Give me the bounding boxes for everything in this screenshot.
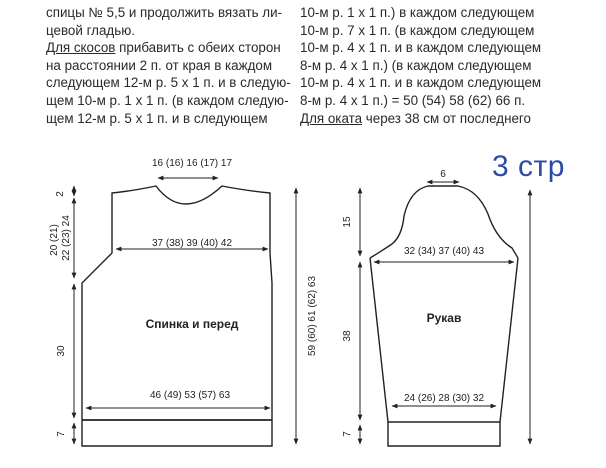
body-outline [82, 186, 272, 446]
upper-width-label: 32 (34) 37 (40) 43 [403, 246, 485, 257]
cap-top-label: 6 [440, 169, 446, 180]
body-title: Спинка и перед [145, 317, 239, 331]
hem-height-label: 7 [56, 431, 67, 437]
text-line: на расстоянии 2 п. от края в каждом [46, 57, 273, 73]
text-line: 10-м р. 4 x 1 п. и в каждом следующем [300, 40, 542, 56]
sleeve-length-label: 38 [342, 330, 353, 342]
body-dimensions [74, 178, 296, 444]
text-fragment: прибавить с обеих сторон [115, 40, 281, 56]
text-line: 10-м р. 7 x 1 п. (в каждом следующем [300, 22, 535, 38]
total-length-label: 59 (60) 61 (62) 63 [307, 275, 318, 357]
text-fragment: через 38 см от последнего [362, 110, 531, 126]
neck-width-label: 16 (16) 16 (17) 17 [151, 158, 233, 169]
sleeve-title: Рукав [426, 311, 462, 325]
page-label: 3 стр [492, 150, 565, 183]
text-line: щем 12-м р. 5 x 1 п. и в следующем [46, 110, 268, 126]
text-line: 8-м р. 4 x 1 п.) (в каждом следующем [300, 57, 532, 73]
side-height-label: 30 [56, 345, 67, 357]
text-line: 10-м р. 1 x 1 п.) в каждом следующем [300, 5, 535, 20]
lower-width-label: 24 (26) 28 (30) 32 [403, 393, 485, 404]
body-pattern [82, 186, 272, 446]
underlined-term: Для оката [300, 110, 363, 126]
armhole-height-label-2: 22 (23) 24 [61, 215, 72, 261]
underlined-term: Для скосов [46, 40, 116, 56]
text-line: 10-м р. 4 x 1 п. и в каждом следующем [300, 75, 542, 91]
text-line: спицы № 5,5 и продолжить вязать ли- [46, 5, 283, 20]
cuff-height-label: 7 [342, 431, 353, 437]
hem-width-label: 46 (49) 53 (57) 63 [149, 390, 231, 401]
text-line: следующем 12-м р. 5 x 1 п. и в следую- [46, 75, 291, 91]
cap-height-label: 15 [342, 216, 353, 228]
text-line: цевой гладью. [46, 22, 135, 38]
text-line: 8-м р. 4 x 1 п.) = 50 (54) 58 (62) 66 п. [300, 92, 526, 108]
sleeve-cuff-outline [388, 422, 500, 446]
chest-width-label: 37 (38) 39 (40) 42 [151, 238, 233, 249]
shoulder-drop-label: 2 [55, 191, 66, 197]
armhole-height-label-1: 20 (21) [49, 224, 60, 256]
text-line: щем 10-м р. 1 x 1 п. (в каждом следую- [46, 92, 289, 108]
